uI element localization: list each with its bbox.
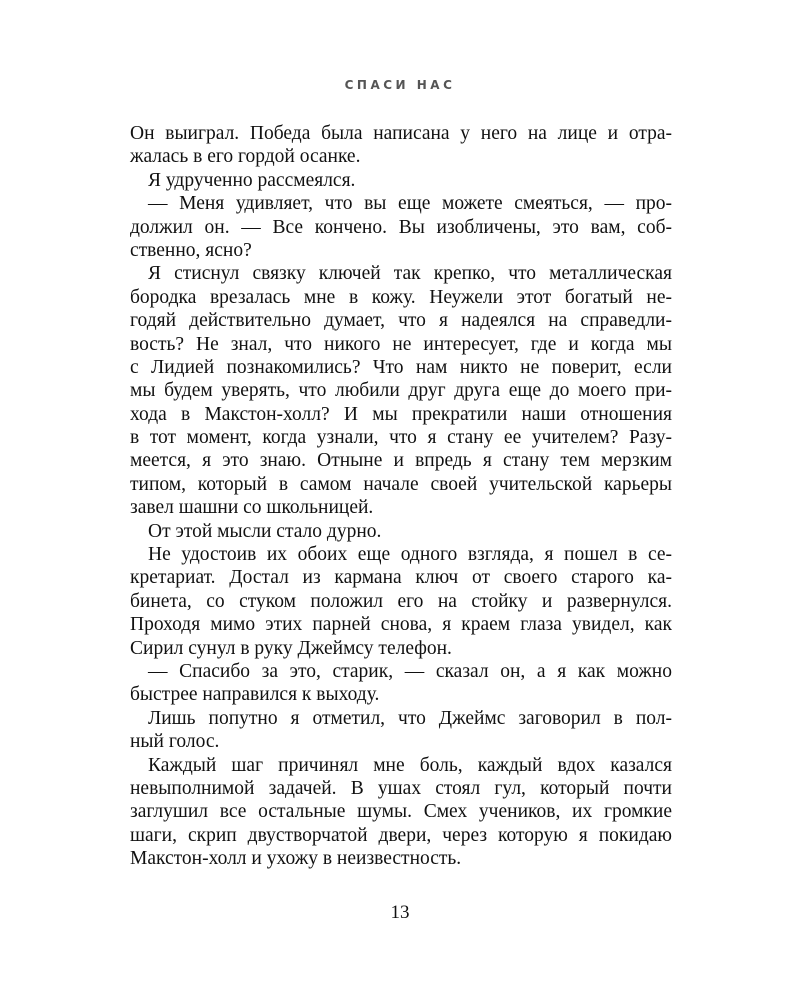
text-line: ный голос. [130, 731, 220, 753]
text-line: заглушил все остальные шумы. Смех учеников, их громкие [130, 801, 672, 823]
body-text [130, 122, 672, 871]
text-line: бинета, со стуком положил его на стойку и развернулся. [130, 590, 672, 612]
running-header: СПАСИ НАС [344, 78, 456, 92]
text-line: шаги, скрип двустворчатой двери, через которую я покидаю [130, 824, 672, 846]
text-line: хода в Макстон-холл? И мы прекратили наши отношения [130, 403, 672, 425]
text-line: От этой мысли стало дурно. [148, 520, 382, 542]
text-line: Я стиснул связку ключей так крепко, что металлическая [148, 263, 672, 285]
text-line: бородка врезалась мне в кожу. Неужели этот богатый не- [130, 286, 672, 308]
text-line: Макстон-холл и ухожу в неизвестность. [130, 848, 462, 870]
text-line: Я удрученно рассмеялся. [148, 169, 356, 191]
text-line: — Спасибо за это, старик, — сказал он, а я как можно [148, 660, 672, 682]
text-line: быстрее направился к выходу. [130, 684, 380, 706]
text-line: кретариат. Достал из кармана ключ от своего старого ка- [130, 567, 672, 589]
page-number: 13 [390, 902, 410, 923]
text-line: невыполнимой задачей. В ушах стоял гул, который почти [130, 777, 672, 799]
text-line: мы будем уверять, что любили друг друга еще до моего при- [130, 380, 672, 402]
text-line: должил он. — Все кончено. Вы изобличены, это вам, соб- [130, 216, 672, 238]
text-line: ственно, ясно? [130, 239, 252, 261]
text-line: Каждый шаг причинял мне боль, каждый вдох казался [148, 754, 672, 776]
text-line: меется, я это знаю. Отныне и впредь я стану тем мерзким [130, 450, 672, 472]
text-line: вость? Не знал, что никого не интересует, где и когда мы [130, 333, 672, 355]
text-line: типом, который в самом начале своей учительской карьеры [130, 473, 672, 495]
text-line: с Лидией познакомились? Что нам никто не поверит, если [130, 356, 672, 378]
text-line: завел шашни со школьницей. [130, 497, 374, 519]
text-line: годяй действительно думает, что я надеялся на справедли- [130, 310, 672, 332]
text-line: Не удостоив их обоих еще одного взгляда, я пошел в се- [148, 544, 672, 566]
text-line: жалась в его гордой осанке. [130, 146, 361, 168]
text-line: Сирил сунул в руку Джеймсу телефон. [130, 637, 452, 659]
text-line: Он выиграл. Победа была написана у него на лице и отра- [130, 123, 672, 144]
text-line: Лишь попутно я отметил, что Джеймс заговорил в пол- [148, 707, 672, 729]
text-line: в тот момент, когда узнали, что я стану ее учителем? Разу- [130, 427, 672, 449]
text-line: Проходя мимо этих парней снова, я краем глаза увидел, как [130, 614, 672, 636]
text-line: — Меня удивляет, что вы еще можете смеяться, — про- [148, 193, 672, 215]
